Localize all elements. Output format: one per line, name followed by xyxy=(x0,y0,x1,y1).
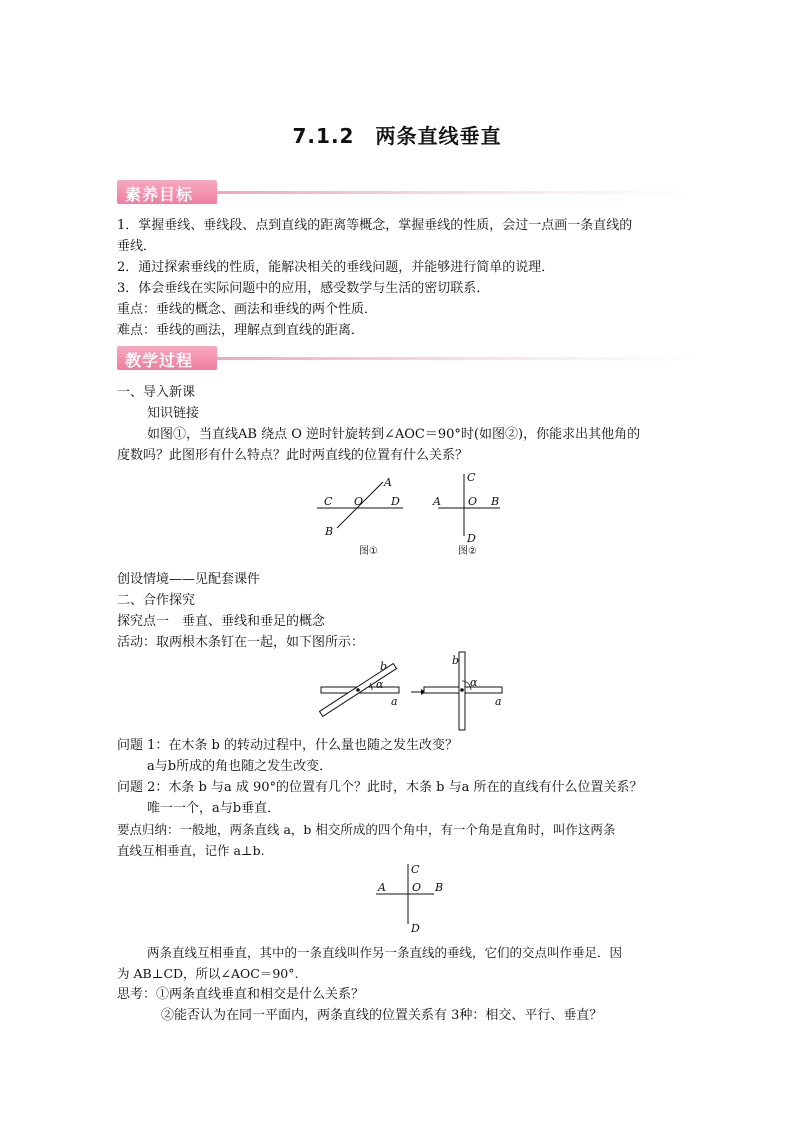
think-question: ②能否认为在同一平面内，两条直线的位置关系有 3种：相交、平行、垂直？ xyxy=(161,1008,603,1023)
key-summary: 直线互相垂直，记作 a⊥b. xyxy=(117,843,265,858)
goal-line: 3．体会垂线在实际问题中的应用，感受数学与生活的密切联系． xyxy=(117,281,490,296)
process-banner-label: 教学过程 xyxy=(125,351,194,370)
label-O: O xyxy=(354,495,364,508)
label-B: B xyxy=(435,881,444,894)
label-alpha: α xyxy=(376,678,384,691)
sticks-diagram xyxy=(318,652,508,734)
label-C: C xyxy=(324,495,333,508)
label-D: D xyxy=(391,495,400,508)
activity-text: 活动：取两根木条钉在一起，如下图所示： xyxy=(117,635,365,650)
key-summary: 要点归纳：一般地，两条直线 a，b 相交所成的四个角中，有一个角是直角时，叫作这两条 xyxy=(117,822,616,837)
label-O: O xyxy=(412,881,422,894)
difficult-point: 难点：垂线的画法，理解点到直线的距离． xyxy=(117,323,365,338)
label-b: b xyxy=(380,660,388,673)
question-2: 问题 2：木条 b 与a 成 90°的位置有几个？此时，木条 b 与a 所在的直线有什么位置关系？ xyxy=(117,780,643,795)
scenario-text: 创设情境——见配套课件 xyxy=(117,572,261,587)
diagram-1 xyxy=(315,472,415,562)
label-b: b xyxy=(452,654,460,667)
label-a: a xyxy=(391,695,398,708)
goal-line: 1．掌握垂线、垂线段、点到直线的距离等概念，掌握垂线的性质，会过一点画一条直线的 xyxy=(117,218,633,233)
definition-text: 两条直线互相垂直，其中的一条直线叫作另一条直线的垂线，它们的交点叫作垂足．因 xyxy=(147,945,623,960)
think-question: 思考：①两条直线垂直和相交是什么关系？ xyxy=(117,987,365,1002)
label-A: A xyxy=(384,476,392,489)
label-C: C xyxy=(467,471,476,484)
section-heading: 二、合作探究 xyxy=(117,593,196,608)
label-C: C xyxy=(411,863,420,876)
goal-line: 2．通过探索垂线的性质，能解决相关的垂线问题，并能够进行简单的说理． xyxy=(117,260,555,275)
section-heading: 一、导入新课 xyxy=(117,385,196,400)
subheading: 知识链接 xyxy=(147,406,200,421)
explore-heading: 探究点一 垂直、垂线和垂足的概念 xyxy=(117,614,326,629)
question-1: 问题 1：在木条 b 的转动过程中，什么量也随之发生改变？ xyxy=(117,738,458,753)
question-text: 如图①，当直线AB 绕点 O 逆时针旋转到∠AOC＝90°时(如图②)，你能求出其他角的 xyxy=(147,427,641,442)
goals-banner-label: 素养目标 xyxy=(125,185,194,204)
question-text: 度数吗？此图形有什么特点？此时两直线的位置有什么关系？ xyxy=(117,448,469,463)
answer-1: a与b所成的角也随之发生改变． xyxy=(147,759,333,774)
goals-banner xyxy=(117,180,697,206)
label-a: a xyxy=(495,695,502,708)
goal-line: 垂线． xyxy=(117,239,157,254)
label-D: D xyxy=(411,922,420,935)
definition-text: 为 AB⊥CD，所以∠AOC＝90°. xyxy=(117,966,299,981)
label-A: A xyxy=(378,881,386,894)
figure-caption: 图① xyxy=(359,546,378,557)
label-B: B xyxy=(325,525,334,538)
label-B: B xyxy=(491,495,500,508)
diagram-2 xyxy=(430,470,510,562)
label-alpha: α xyxy=(470,676,478,689)
key-point: 重点：垂线的概念、画法和垂线的两个性质． xyxy=(117,302,378,317)
page-title: 7.1.2 两条直线垂直 xyxy=(292,124,502,148)
process-banner xyxy=(117,346,697,372)
label-O: O xyxy=(468,495,478,508)
label-D: D xyxy=(467,532,476,545)
perpendicular-diagram xyxy=(372,860,452,938)
answer-2: 唯一一个，a与b垂直． xyxy=(147,801,281,816)
label-A: A xyxy=(433,495,441,508)
figure-caption: 图② xyxy=(458,546,477,557)
